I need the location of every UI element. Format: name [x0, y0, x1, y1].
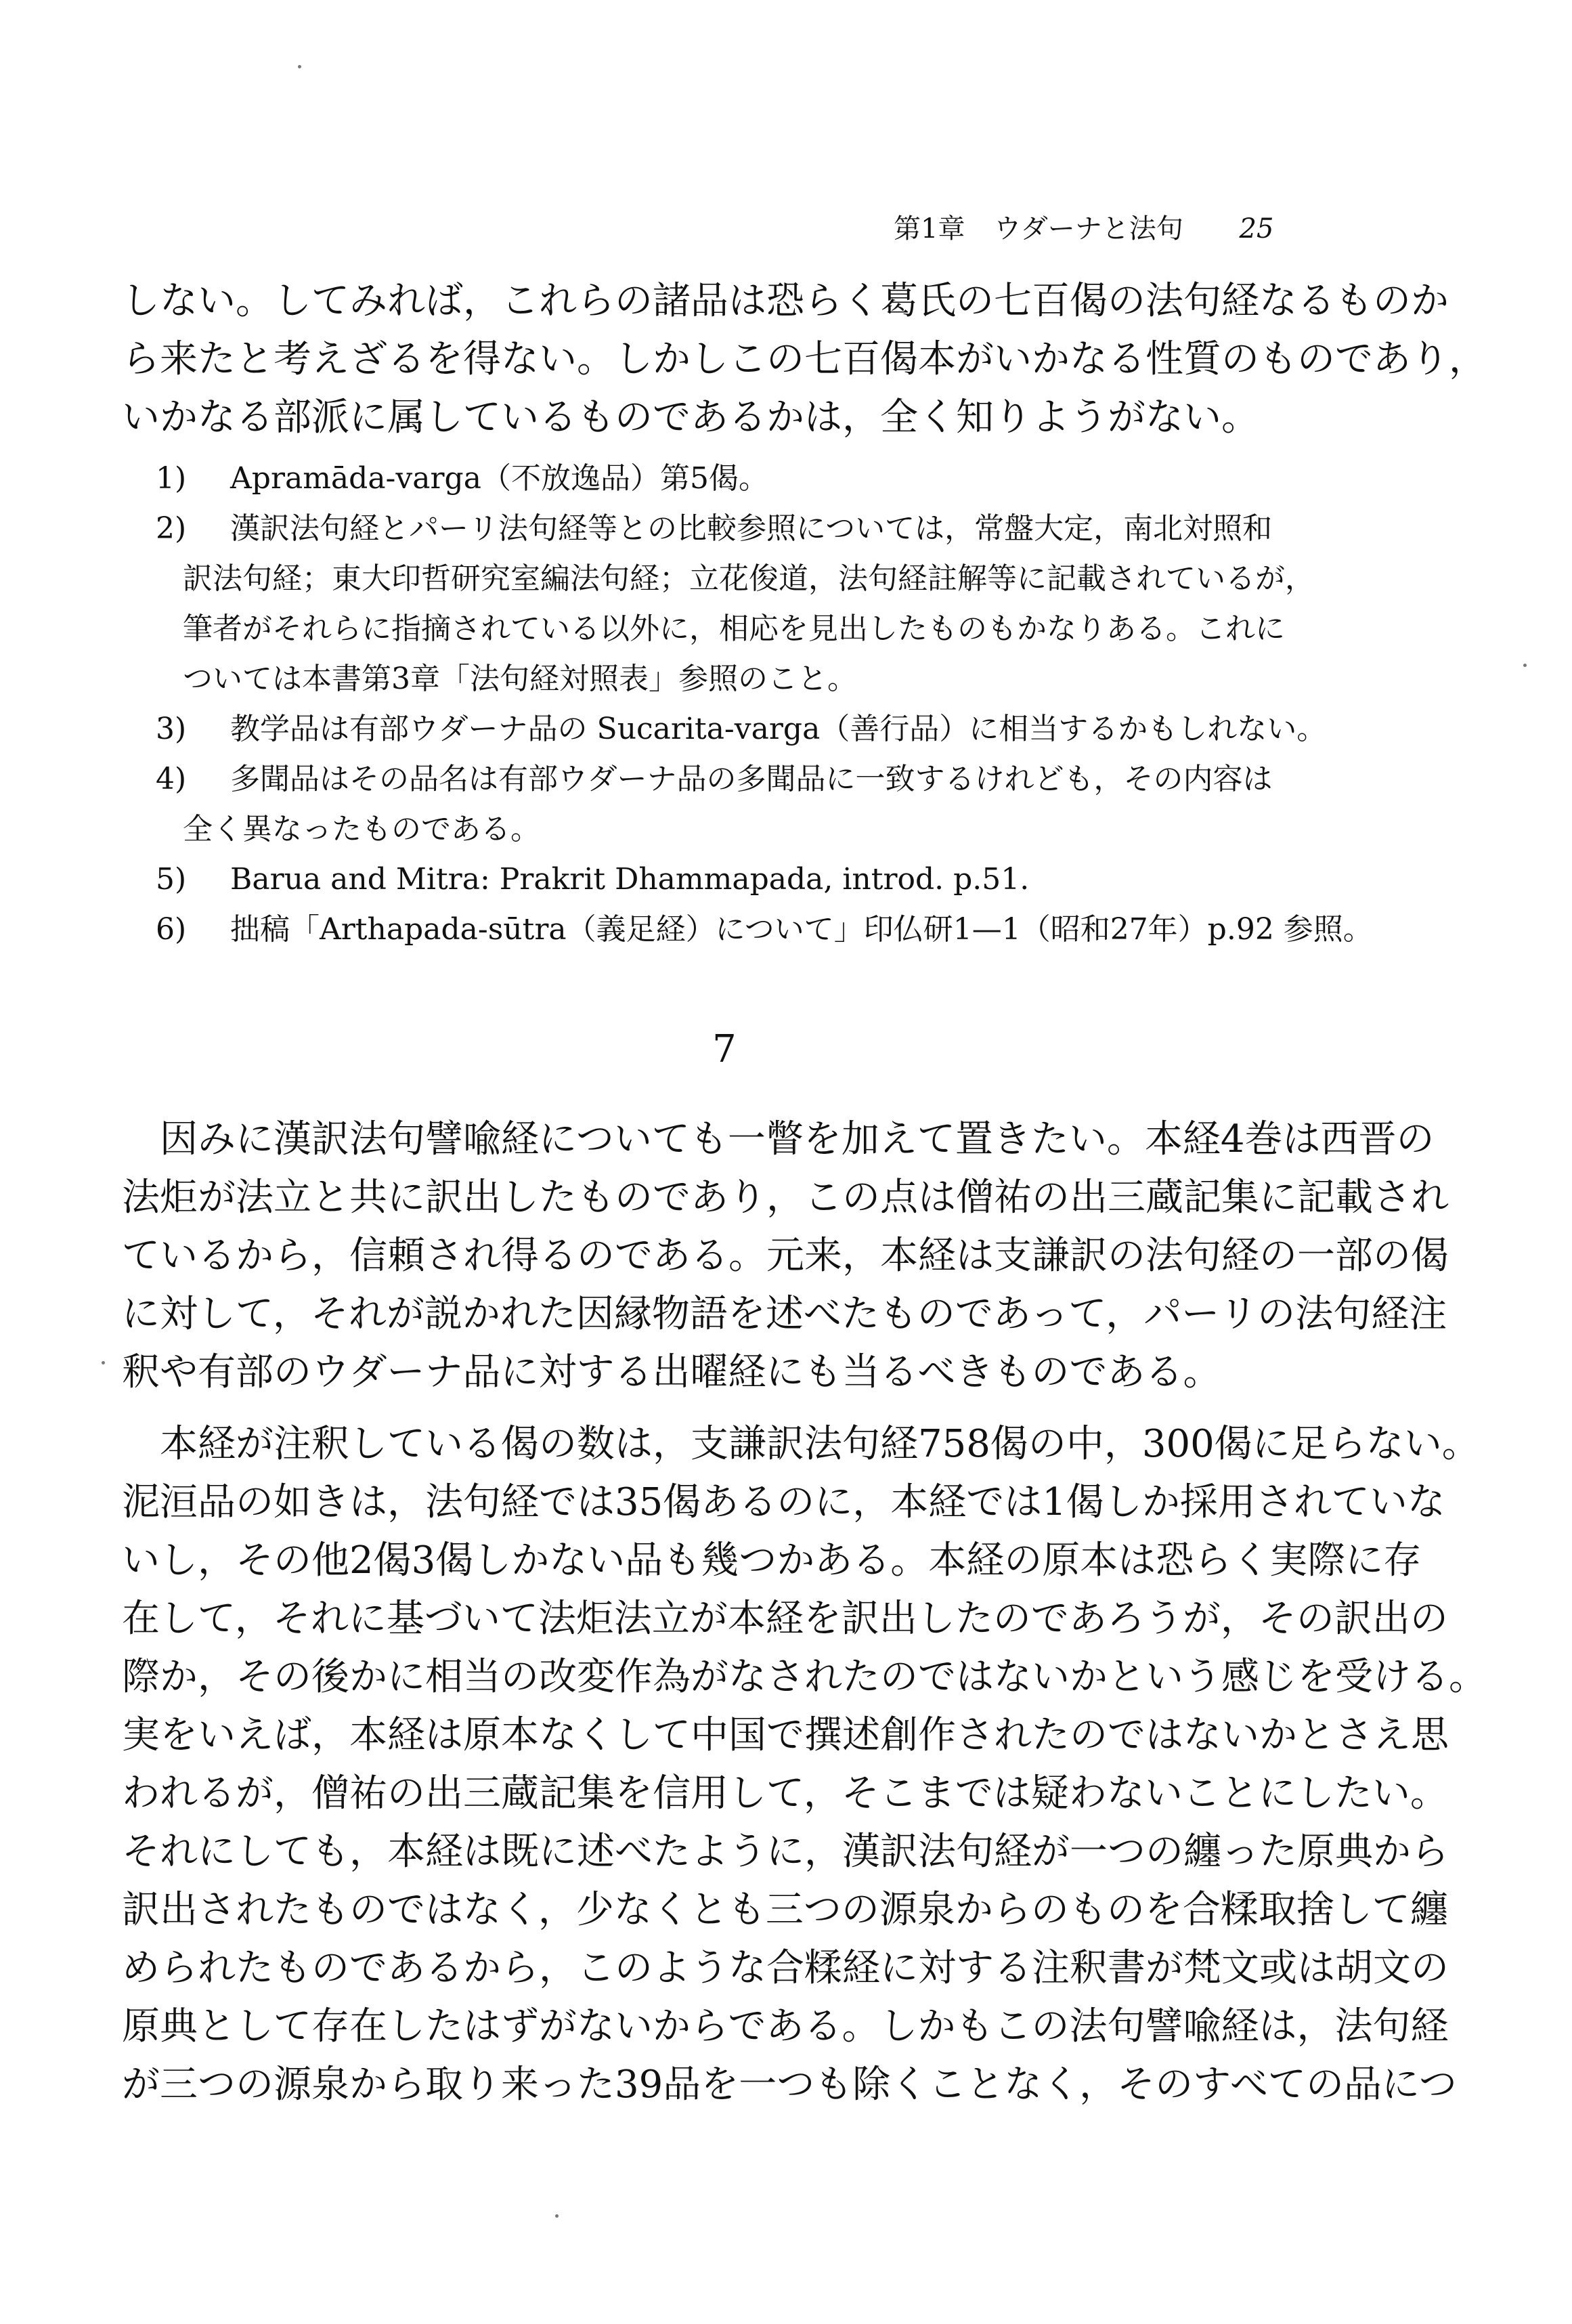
text-line: いかなる部派に属しているものであるかは，全く知りようがない。	[122, 395, 1259, 439]
footnote-text: 漢訳法句経とパーリ法句経等との比較参照については，常盤大定，南北対照和	[230, 511, 1273, 546]
footnote-number: 2)	[156, 511, 187, 546]
paragraph	[122, 1111, 1449, 1402]
footnote-text: 多聞品はその品名は有部ウダーナ品の多聞品に一致するけれども，その内容は	[230, 762, 1273, 796]
text-line: 在して，それに基づいて法炬法立が本経を訳出したのであろうが，その訳出の	[122, 1597, 1448, 1641]
footnote-text: Barua and Mitra: Prakrit Dhammapada, introd. p.51.	[230, 862, 1030, 897]
footnote-2	[156, 504, 1315, 704]
footnote-text: ついては本書第3章「法句経対照表」参照のこと。	[183, 662, 857, 696]
text-line: 訳出されたものではなく，少なくとも三つの源泉からのものを合糅取捨して纏	[122, 1888, 1448, 1932]
page-number: 25	[1239, 213, 1274, 244]
footnote-text: 教学品は有部ウダーナ品の Sucarita-varga（善行品）に相当するかもしれない。	[230, 712, 1327, 746]
text-line: 釈や有部のウダーナ品に対する出曜経にも当るべきものである。	[122, 1350, 1221, 1394]
running-head	[894, 209, 1273, 249]
text-line: 法炬が法立と共に訳出したものであり，この点は僧祐の出三蔵記集に記載され	[122, 1176, 1449, 1220]
scan-speck	[555, 2214, 559, 2218]
footnote-5	[156, 855, 1307, 905]
text-line: 際か，その後かに相当の改変作為がなされたのではないかという感じを受ける。	[122, 1655, 1487, 1699]
footnote-4	[156, 754, 1307, 855]
text-line: が三つの源泉から取り来った39品を一つも除くことなく，そのすべての品につ	[122, 2063, 1457, 2107]
text-line: 本経が注釈している偈の数は，支謙訳法句経758偈の中，300偈に足らない。	[160, 1422, 1480, 1466]
text-line: 原典として存在したはずがないからである。しかもこの法句譬喩経は，法句経	[122, 2004, 1449, 2048]
text-line: 因みに漢訳法句譬喩経についても一瞥を加えて置きたい。本経4巻は西晋の	[160, 1117, 1435, 1161]
text-line: 実をいえば，本経は原本なくして中国で撰述創作されたのではないかとさえ思	[122, 1713, 1449, 1757]
text-line: いし，その他2偈3偈しかない品も幾つかある。本経の原本は恐らく実際に存	[122, 1538, 1422, 1583]
text-line: しない。してみれば，これらの諸品は恐らく葛氏の七百偈の法句経なるものか	[122, 279, 1449, 323]
paragraph-continuation	[122, 272, 1487, 447]
chapter-label: 第1章	[894, 213, 965, 244]
text-line: ているから，信頼され得るのである。元来，本経は支謙訳の法句経の一部の偈	[122, 1234, 1449, 1278]
section-number: 7	[712, 1027, 737, 1071]
footnote-number: 6)	[156, 912, 187, 947]
footnote-text: 訳法句経；東大印哲研究室編法句経；立花俊道，法句経註解等に記載されているが，	[183, 561, 1315, 596]
text-line: められたものであるから，このような合糅経に対する注釈書が梵文或は胡文の	[122, 1946, 1449, 1990]
footnote-1	[156, 454, 1307, 504]
footnote-number: 3)	[156, 712, 187, 746]
scan-speck	[1523, 664, 1527, 667]
footnote-text: 拙稿「Arthapada-sūtra（義足経）について」印仏研1—1（昭和27年）p.92 参照。	[230, 912, 1373, 947]
text-line: に対して，それが説かれた因縁物語を述べたものであって，パーリの法句経注	[122, 1292, 1447, 1336]
chapter-title: ウダーナと法句	[994, 213, 1183, 244]
text-line: それにしても，本経は既に述べたように，漢訳法句経が一つの纏った原典から	[122, 1830, 1449, 1874]
footnote-number: 1)	[156, 461, 187, 496]
footnote-number: 4)	[156, 762, 187, 796]
footnote-text: Apramāda-varga（不放逸品）第5偈。	[230, 461, 768, 496]
text-line: われるが，僧祐の出三蔵記集を信用して，そこまでは疑わないことにしたい。	[122, 1771, 1448, 1815]
footnote-6	[156, 905, 1373, 955]
scan-speck	[102, 1361, 105, 1364]
text-line: 泥洹品の如きは，法句経では35偈あるのに，本経では1偈しか採用されていな	[122, 1480, 1445, 1524]
text-line: ら来たと考えざるを得ない。しかしこの七百偈本がいかなる性質のものであり，	[122, 337, 1487, 381]
scan-speck	[298, 65, 301, 68]
footnote-number: 5)	[156, 862, 187, 897]
footnote-text: 全く異なったものである。	[183, 812, 540, 846]
footnote-3	[156, 704, 1327, 754]
footnote-text: 筆者がそれらに指摘されている以外に，相応を見出したものもかなりある。これに	[183, 611, 1285, 646]
paragraph	[122, 1415, 1487, 2114]
footnotes	[156, 454, 1373, 955]
